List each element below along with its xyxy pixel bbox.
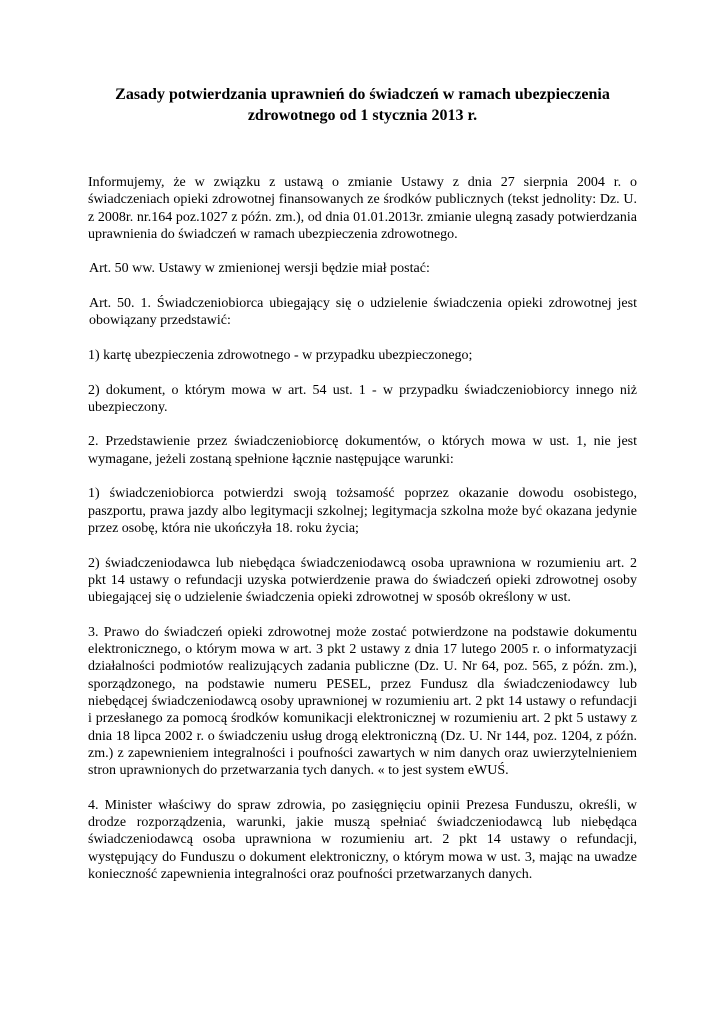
paragraph-art50-intro: Art. 50 ww. Ustawy w zmienionej wersji będzie miał postać:: [89, 261, 430, 277]
paragraph-art50-1: Art. 50. 1. Świadczeniobiorca ubiegający się o udzielenie świadczenia opieki zdrowotnej jest obowiązany przedstawić:: [89, 296, 637, 329]
document-body: [88, 174, 637, 883]
document-page: [88, 84, 637, 900]
paragraph-art50-2: 2. Przedstawienie przez świadczeniobiorcę dokumentów, o których mowa w ust. 1, nie jest wymagane, jeżeli zostaną spełnione łącznie następujące warunki:: [88, 434, 637, 467]
paragraph-art50-1-point2: 2) dokument, o którym mowa w art. 54 ust. 1 - w przypadku świadczeniobiorcy innego niż ubezpieczony.: [88, 382, 637, 415]
paragraph-art50-4: 4. Minister właściwy do spraw zdrowia, po zasięgnięciu opinii Prezesa Funduszu, określi, w drodze rozporządzenia, warunki, jakie muszą spełniać świadczeniodawcą lub niebędąca świadczeniodawcą osoba uprawniona w rozumieniu art. 2 pkt 14 ustawy o refundacji, występujący do Funduszu o dokument elektroniczny, o którym mowa w ust. 3, mając na uwadze konieczność zapewnienia integralności oraz poufności przetwarzanych danych.: [88, 797, 637, 882]
paragraph-art50-1-point1: 1) kartę ubezpieczenia zdrowotnego - w przypadku ubezpieczonego;: [88, 347, 473, 363]
paragraph-intro: Informujemy, że w związku z ustawą o zmianie Ustawy z dnia 27 sierpnia 2004 r. o świadczeniach opieki zdrowotnej finansowanych ze środków publicznych (tekst jednolity: Dz. U. z 2008r. nr.164 poz.1027 z późn. zm.), od dnia 01.01.2013r. zmianie ulegną zasady potwierdzania uprawnienia do świadczeń w ramach ubezpieczenia zdrowotnego.: [88, 175, 637, 242]
document-title: Zasady potwierdzania uprawnień do świadczeń w ramach ubezpieczenia zdrowotnego od 1 stycznia 2013 r.: [115, 86, 610, 124]
paragraph-art50-2-point2: 2) świadczeniodawca lub niebędąca świadczeniodawcą osoba uprawniona w rozumieniu art. 2 pkt 14 ustawy o refundacji uzyska potwierdzenie prawa do świadczeń opieki zdrowotnej osoby ubiegającej się o udzielenie świadczenia opieki zdrowotnej w sposób określony w ust.: [88, 555, 637, 606]
paragraph-art50-3: 3. Prawo do świadczeń opieki zdrowotnej może zostać potwierdzone na podstawie dokumentu elektronicznego, o którym mowa w art. 3 pkt 2 ustawy z dnia 17 lutego 2005 r. o informatyzacji działalności podmiotów realizujących zadania publiczne (Dz. U. Nr 64, poz. 565, z późn. zm.), sporządzonego, na podstawie numeru PESEL, przez Fundusz dla świadczeniodawcy lub niebędącej świadczeniodawcą osoby uprawnionej w rozumieniu art. 2 pkt 14 ustawy o refundacji i przesłanego za pomocą środków komunikacji elektronicznej w rozumieniu art. 2 pkt 5 ustawy z dnia 18 lipca 2002 r. o świadczeniu usług drogą elektroniczną (Dz. U. Nr 144, poz. 1204, z późn. zm.) z zapewnieniem integralności i poufności zawartych w nim danych oraz uwierzytelnieniem stron uprawnionych do przetwarzania tych danych. « to jest system eWUŚ.: [88, 624, 637, 779]
paragraph-art50-2-point1: 1) świadczeniobiorca potwierdzi swoją tożsamość poprzez okazanie dowodu osobistego, paszportu, prawa jazdy albo legitymacji szkolnej; legitymacja szkolna może być okazana jedynie przez osobę, która nie ukończyła 18. roku życia;: [88, 486, 637, 536]
